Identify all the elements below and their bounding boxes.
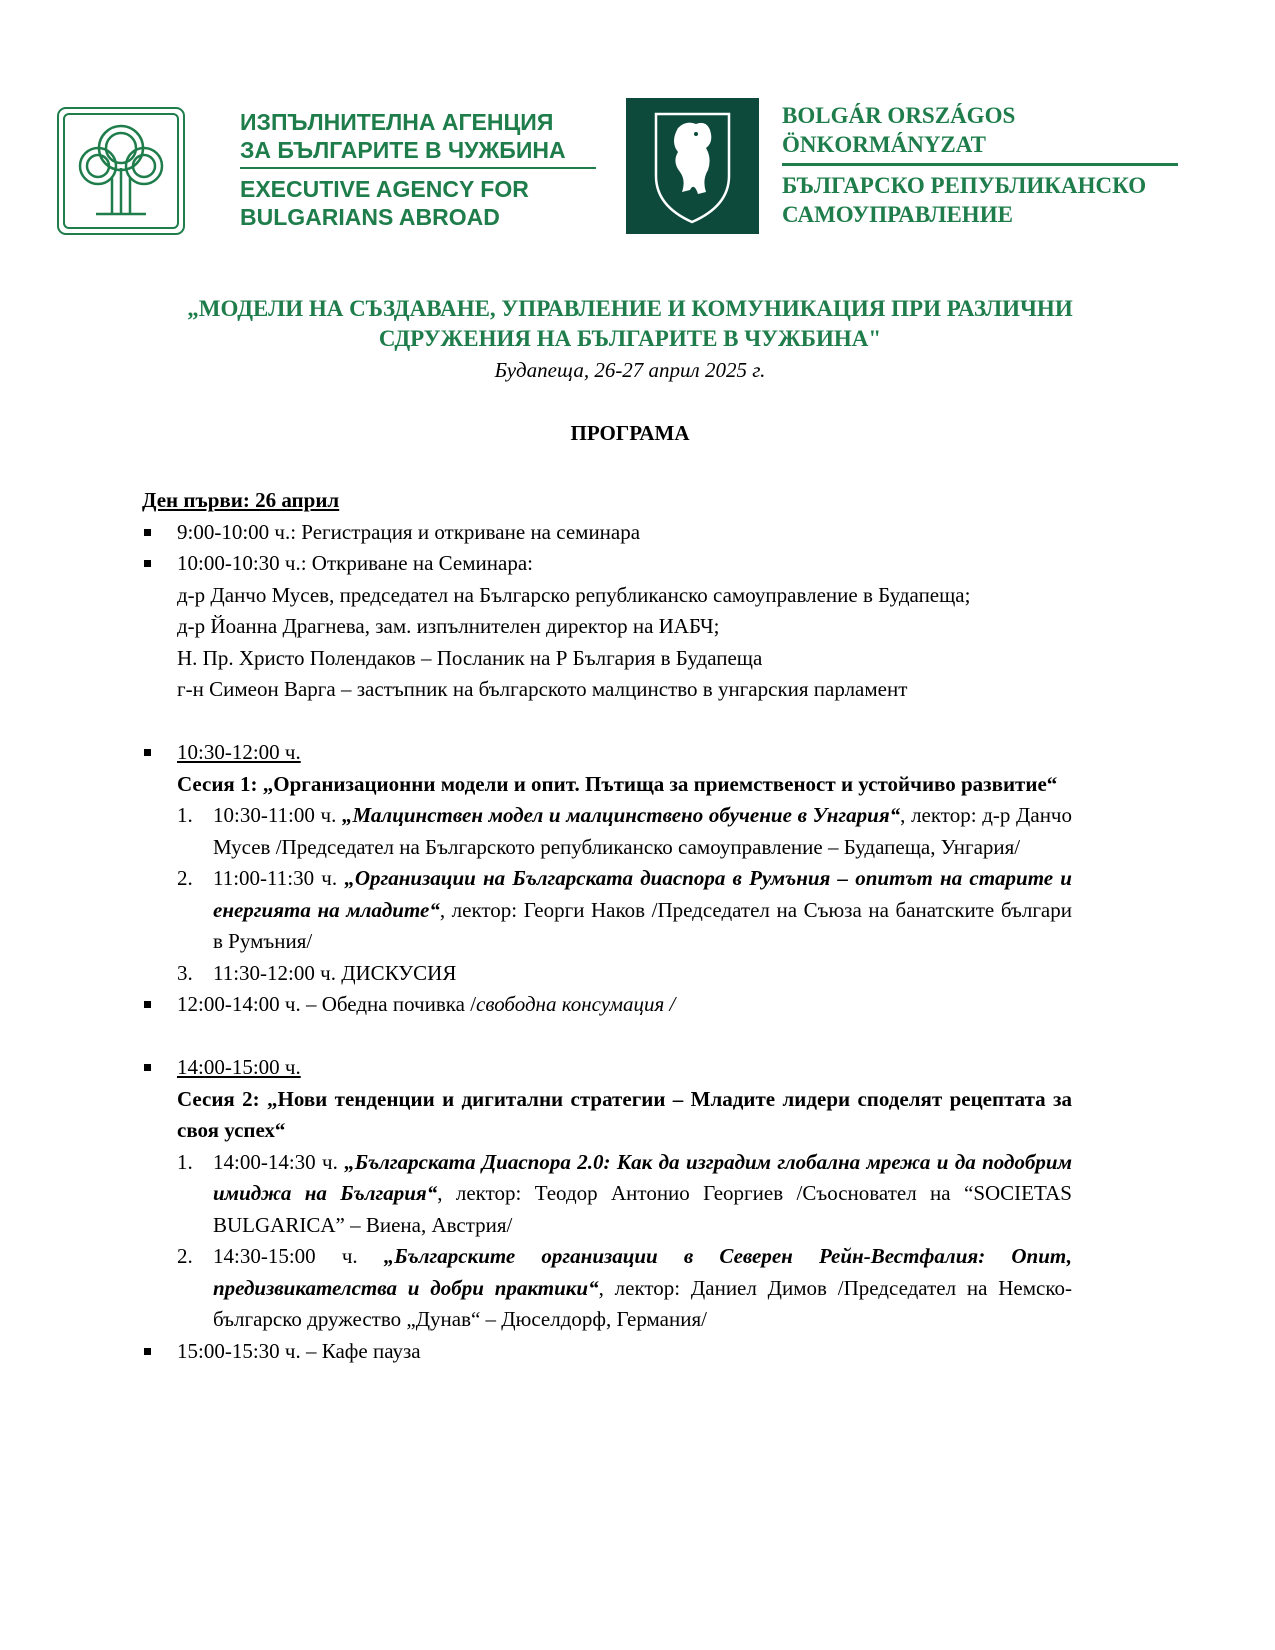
list-item [142,737,1072,769]
divider [240,167,596,169]
talk-item [142,863,1072,958]
lunch-text: 12:00-14:00 ч. – Обедна почивка / [177,992,477,1016]
divider [782,163,1178,166]
talk-item [142,1147,1072,1242]
page-header [56,98,1236,248]
org-line: БЪЛГАРСКО РЕПУБЛИКАНСКО [782,173,1147,198]
talk-number: 1. [177,1149,193,1174]
tree-logo-icon [56,106,186,236]
talk-number: 3. [177,960,193,985]
talk-time: 10:30-11:00 ч. [213,803,343,827]
program-heading: ПРОГРАМА [570,421,690,445]
list-item: 10:00-10:30 ч.: Откриване на Семинара: [142,548,1072,580]
talk-time: 14:30-15:00 ч. [213,1244,384,1268]
lunch-note: свободна консумация / [476,992,676,1016]
session-time: 10:30-12:00 ч. [177,740,301,764]
talk-topic: „Малцинствен модел и малцинствено обучение в Унгария“ [342,803,901,827]
talk-time: 11:30-12:00 ч. ДИСКУСИЯ [213,960,457,985]
agency-line: BULGARIANS ABROAD [240,204,500,230]
list-item: 15:00-15:30 ч. – Кафе пауза [142,1336,1072,1368]
talk-details: , лектор: д-р Данчо Мусев /Председател на Българското републиканско самоуправление – Будапеща, Унгария/ [213,803,1072,859]
talk-topic: „Българската Диаспора 2.0: Как да изградим глобална мрежа и да подобрим имиджа на България“ [213,1149,1072,1205]
session-time: 14:00-15:00 ч. [177,1055,301,1079]
organization-name [782,101,1182,229]
talk-time: 11:00-11:30 ч. [213,866,345,890]
seminar-title [130,294,1130,354]
title-line: СДРУЖЕНИЯ НА БЪЛГАРИТЕ В ЧУЖБИНА" [378,326,882,351]
talk-number: 2. [177,866,193,890]
talk-item [142,800,1072,863]
crest-logo [626,98,759,234]
talk-topic: „Българските организации в Северен Рейн-Вестфалия: Опит, предизвикателства и добри практики“ [213,1244,1072,1300]
list-item: 9:00-10:00 ч.: Регистрация и откриване на семинара [142,517,1072,549]
talk-item [142,1241,1072,1336]
agency-line: ИЗПЪЛНИТЕЛНА АГЕНЦИЯ [240,109,554,135]
speaker-line: Н. Пр. Христо Полендаков – Посланик на Р България в Будапеща [177,645,763,670]
list-item [142,989,1072,1021]
talk-number: 2. [177,1244,193,1268]
list-item [142,1052,1072,1084]
talk-item [142,958,1072,990]
speaker-line: г-н Симеон Варга – застъпник на българското малцинство в унгарския парламент [177,677,908,701]
talk-details: , лектор: Теодор Антонио Георгиев /Съосновател на “SOCIETAS BULGARICA” – Виена, Австрия/ [213,1181,1072,1237]
talk-number: 1. [177,803,193,827]
day-heading: Ден първи: 26 април [142,488,340,512]
session-title: Сесия 2: „Нови тенденции и дигитални стратегии – Младите лидери споделят рецептата за своя успех“ [177,1086,1072,1142]
org-line: BOLGÁR ORSZÁGOS [782,103,1016,128]
speaker-line: д-р Йоанна Драгнева, зам. изпълнителен директор на ИАБЧ; [177,614,720,638]
lion-crest-icon [626,98,759,234]
session-title: Сесия 1: „Организационни модели и опит. Пътища за приемственост и устойчиво развитие“ [177,771,1058,796]
speaker-line: д-р Данчо Мусев, председател на Българско републиканско самоуправление в Будапеща; [177,582,971,607]
agency-name [240,108,596,231]
agency-line: EXECUTIVE AGENCY FOR [240,176,529,202]
agency-line: ЗА БЪЛГАРИТЕ В ЧУЖБИНА [240,137,566,163]
talk-time: 14:00-14:30 ч. [213,1149,345,1174]
talk-details: , лектор: Даниел Димов /Председател на Немско-българско дружество „Дунав“ – Дюселдорф, Германия/ [213,1275,1072,1331]
program-body [142,485,1072,1367]
org-line: САМОУПРАВЛЕНИЕ [782,202,1013,227]
title-line: „МОДЕЛИ НА СЪЗДАВАНЕ, УПРАВЛЕНИЕ И КОМУНИКАЦИЯ ПРИ РАЗЛИЧНИ [187,296,1073,321]
org-line: ÖNKORMÁNYZAT [782,132,987,157]
seminar-location-date: Будапеща, 26-27 април 2025 г. [494,358,766,382]
talk-topic: „Организации на Българската диаспора в Румъния – опитът на старите и енергията на младите“ [213,866,1072,922]
talk-details: , лектор: Георги Наков /Председател на Съюза на банатските българи в Румъния/ [213,897,1072,953]
